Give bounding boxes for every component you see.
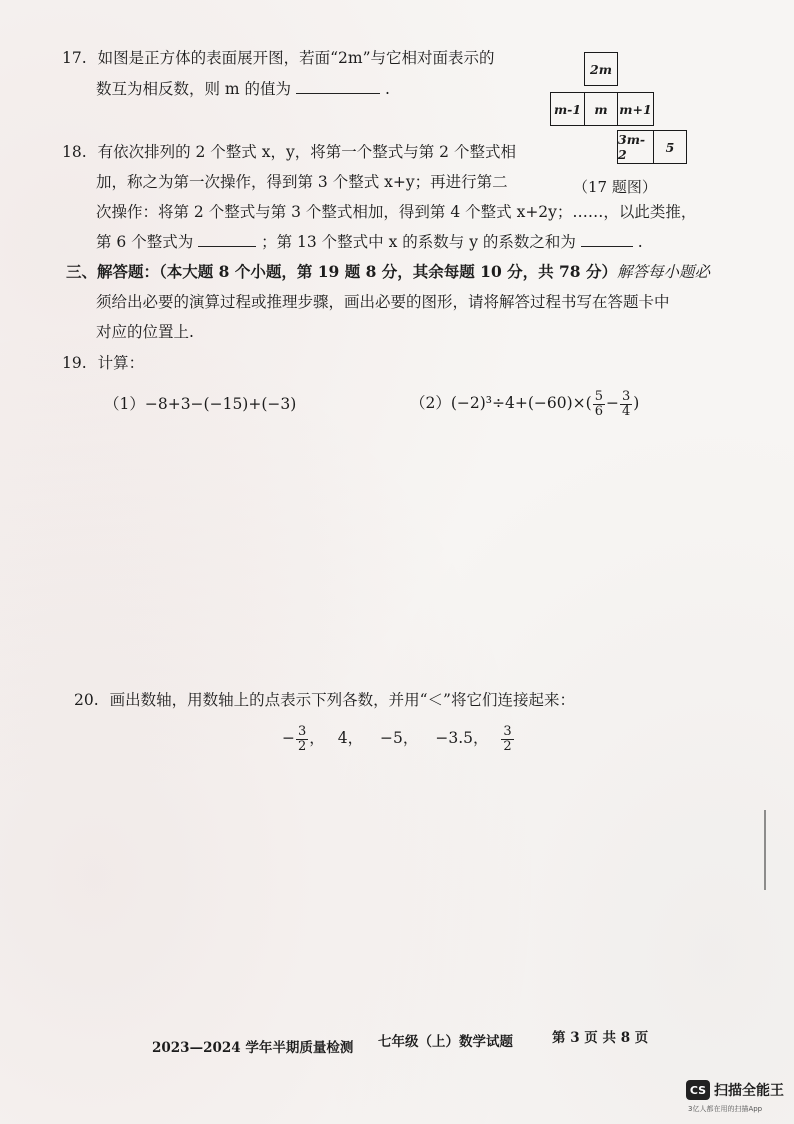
footer-exam-name: 2023—2024 学年半期质量检测 bbox=[152, 1040, 354, 1056]
q20-numbers bbox=[282, 718, 515, 758]
q19-fraction-5-6 bbox=[593, 390, 605, 419]
q20-number-neg3.5: −3.5， bbox=[435, 729, 489, 747]
q19-minus: − bbox=[605, 394, 619, 412]
camscanner-name: 扫描全能王 bbox=[714, 1083, 784, 1099]
q20-fraction-neg-3-2 bbox=[296, 725, 308, 754]
q19-part1-expression: （1）−8+3−(−15)+(−3) bbox=[104, 395, 297, 413]
q17-number: 17. bbox=[62, 49, 87, 67]
frac-numerator: 3 bbox=[621, 388, 631, 404]
section3-text-line2: 须给出必要的演算过程或推理步骤，画出必要的图形，请将解答过程书写在答题卡中 bbox=[96, 293, 670, 311]
q18-answer-blank-2[interactable] bbox=[581, 232, 633, 247]
footer-subject: 七年级（上）数学试题 bbox=[378, 1034, 513, 1050]
q18-answer-blank-1[interactable] bbox=[198, 232, 256, 247]
q17-text-line1: 如图是正方体的表面展开图，若面“2m”与它相对面表示的 bbox=[97, 49, 495, 67]
q18-text-line1: 有依次排列的 2 个整式 x，y，将第一个整式与第 2 个整式相 bbox=[97, 143, 516, 161]
q18-period: . bbox=[637, 233, 643, 251]
q20-answer-area[interactable] bbox=[60, 770, 740, 1020]
footer-page-number: 第 3 页 共 8 页 bbox=[552, 1030, 649, 1046]
frac-denominator: 2 bbox=[298, 738, 307, 754]
frac-denominator: 2 bbox=[503, 738, 512, 754]
q18-line1 bbox=[62, 142, 516, 162]
q20-text: 画出数轴，用数轴上的点表示下列各数，并用“＜”将它们连接起来： bbox=[109, 691, 575, 709]
q19-part2-expression: （2）(−2)³÷4+(−60)×( bbox=[410, 394, 592, 412]
net-cell-2m: 2m bbox=[584, 52, 618, 86]
q20-number-neg5: −5， bbox=[380, 729, 419, 747]
q18-line2 bbox=[96, 172, 508, 192]
section3-line2 bbox=[96, 292, 670, 312]
section3-line1 bbox=[66, 262, 710, 282]
net-cell-5: 5 bbox=[653, 130, 687, 164]
q18-line4 bbox=[96, 232, 643, 252]
q19-fraction-3-4 bbox=[620, 390, 632, 419]
net-cell-m-1: m-1 bbox=[550, 92, 585, 126]
frac-numerator: 5 bbox=[594, 388, 603, 404]
section3-line3 bbox=[96, 322, 194, 342]
q17-line2 bbox=[96, 79, 390, 99]
q18-text-line4b: ；第 13 个整式中 x 的系数与 y 的系数之和为 bbox=[261, 233, 576, 251]
q18-number: 18. bbox=[62, 143, 87, 161]
net-cell-3m-2: 3m-2 bbox=[617, 130, 654, 164]
frac-denominator: 4 bbox=[621, 403, 631, 419]
q19-part1 bbox=[104, 394, 296, 414]
q19-answer-area[interactable] bbox=[60, 430, 740, 680]
section3-title: 三、解答题：（本大题 8 个小题，第 19 题 8 分，其余每题 10 分，共 78 分） bbox=[66, 262, 617, 281]
section3-title-tail: 解答每小题必 bbox=[617, 263, 711, 281]
q18-text-line4a: 第 6 个整式为 bbox=[96, 233, 194, 251]
q20-line1 bbox=[74, 690, 575, 710]
q19-number: 19. bbox=[62, 354, 87, 372]
q20-fraction-3-2 bbox=[501, 725, 513, 754]
scan-edge-mark bbox=[764, 810, 766, 890]
frac-numerator: 3 bbox=[298, 723, 307, 739]
camscanner-tagline: 3亿人都在用的扫描App bbox=[688, 1105, 763, 1113]
q18-text-line3: 次操作：将第 2 个整式与第 3 个整式相加，得到第 4 个整式 x+2y；……，以此类推， bbox=[96, 203, 697, 221]
q19-close-paren: ) bbox=[633, 394, 640, 412]
camscanner-logo-icon: CS bbox=[686, 1080, 710, 1100]
q17-period: . bbox=[384, 80, 390, 98]
q17-answer-blank[interactable] bbox=[296, 79, 380, 94]
net-cell-m: m bbox=[584, 92, 618, 126]
q20-number-4: 4， bbox=[337, 729, 364, 747]
q19-part2 bbox=[410, 388, 639, 419]
q19-heading bbox=[62, 353, 144, 373]
frac-denominator: 6 bbox=[594, 403, 603, 419]
q18-line3 bbox=[96, 202, 696, 222]
section3-text-line3: 对应的位置上. bbox=[96, 323, 194, 341]
q18-text-line2: 加，称之为第一次操作，得到第 3 个整式 x+y；再进行第二 bbox=[96, 173, 508, 191]
q19-label: 计算： bbox=[97, 354, 145, 372]
net-cell-m+1: m+1 bbox=[617, 92, 654, 126]
q20-n1-sign: − bbox=[282, 729, 295, 747]
q20-separator: ， bbox=[309, 729, 325, 747]
q17-text-line2: 数互为相反数，则 m 的值为 bbox=[96, 80, 292, 98]
q17-line1 bbox=[62, 48, 495, 68]
q20-number: 20. bbox=[74, 691, 99, 709]
figure-caption: （17 题图） bbox=[573, 178, 657, 196]
frac-numerator: 3 bbox=[503, 723, 512, 739]
